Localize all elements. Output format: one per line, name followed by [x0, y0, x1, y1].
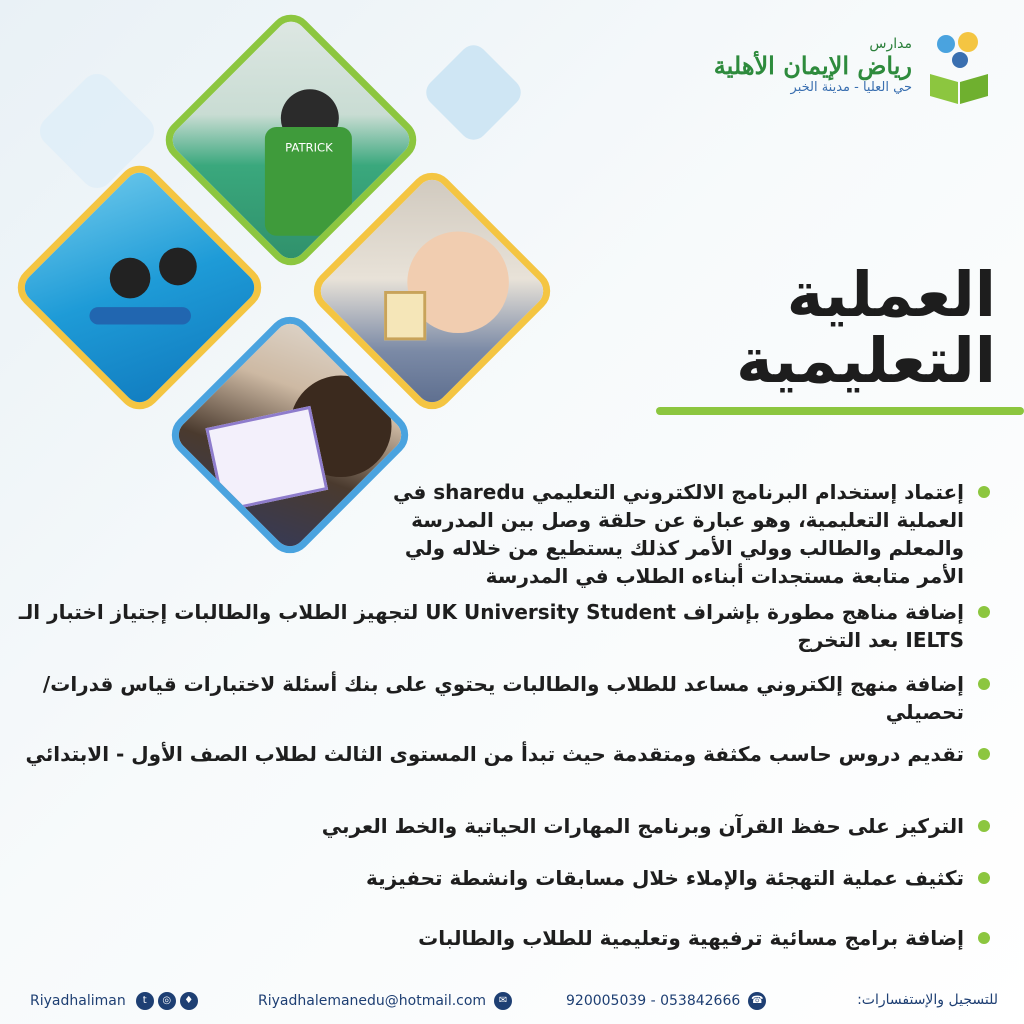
email-icon: ✉ — [494, 992, 512, 1010]
list-item — [0, 670, 990, 726]
email-text[interactable]: Riyadhalemanedu@hotmail.com — [258, 993, 487, 1009]
bullet-icon — [978, 748, 990, 760]
twitter-icon[interactable]: t — [136, 992, 154, 1010]
list-item — [364, 478, 990, 590]
snapchat-icon[interactable]: ♦ — [180, 992, 198, 1010]
list-item-text: التركيز على حفظ القرآن وبرنامج المهارات الحياتية والخط العربي — [321, 814, 964, 838]
list-item — [0, 812, 990, 840]
title-line-2: التعليمية — [736, 324, 996, 397]
title-underline — [656, 407, 1024, 415]
bullet-icon — [978, 872, 990, 884]
list-item-text: إعتماد إستخدام البرنامج الالكتروني التعليمي sharedu في العملية التعليمية، وهو عبارة عن حلقة وصل بين المدرسة والمعلم والطالب وولي الأمر كذلك يستطيع من خلاله ولي الأمر متابعة مستجدات أبناءه الطلاب في المدرسة — [392, 480, 964, 588]
logo-name: رياض الإيمان الأهلية — [713, 51, 912, 80]
instagram-icon[interactable]: ◎ — [158, 992, 176, 1010]
list-item — [0, 740, 990, 768]
social-handle[interactable]: Riyadhaliman — [30, 993, 126, 1009]
bullet-icon — [978, 678, 990, 690]
logo-small-text: مدارس — [869, 36, 912, 52]
bullet-icon — [978, 820, 990, 832]
phone-icon: ☎ — [748, 992, 766, 1010]
bullet-icon — [978, 606, 990, 618]
title-line-1: العملية — [786, 258, 996, 331]
list-item-text: تقديم دروس حاسب مكثفة ومتقدمة حيث تبدأ من المستوى الثالث لطلاب الصف الأول - الابتدائي — [25, 742, 964, 766]
list-item — [0, 864, 990, 892]
photo-vest — [265, 127, 352, 236]
list-item-text: إضافة منهج إلكتروني مساعد للطلاب والطالبات يحتوي على بنك أسئلة لاختبارات قياس قدرات/تحصيلي — [42, 672, 964, 724]
social-links — [30, 992, 198, 1010]
list-item-text: تكثيف عملية التهجئة والإملاء خلال مسابقات وانشطة تحفيزية — [366, 866, 964, 890]
decorative-diamond — [420, 39, 526, 145]
footer — [0, 980, 1024, 1024]
footer-phone[interactable] — [566, 992, 766, 1010]
vest-text: PATRICK — [285, 141, 333, 155]
list-item — [0, 924, 990, 952]
list-item-text: إضافة برامج مسائية ترفيهية وتعليمية للطلاب والطالبات — [418, 926, 964, 950]
phone-text[interactable]: 920005039 - 053842666 — [566, 993, 741, 1009]
contact-label: للتسجيل والإستفسارات: — [857, 992, 998, 1008]
footer-email[interactable] — [258, 992, 512, 1010]
logo-subtitle: حي العليا - مدينة الخبر — [790, 80, 912, 95]
page-title — [676, 258, 996, 397]
list-item-text: إضافة مناهج مطورة بإشراف UK University Student لتجهيز الطلاب والطالبات إجتياز اختبار الـ IELTS بعد التخرج — [18, 600, 964, 652]
bullet-icon — [978, 932, 990, 944]
logo-icon — [924, 30, 994, 106]
bullet-icon — [978, 486, 990, 498]
list-item — [0, 598, 990, 654]
school-logo — [694, 30, 994, 110]
